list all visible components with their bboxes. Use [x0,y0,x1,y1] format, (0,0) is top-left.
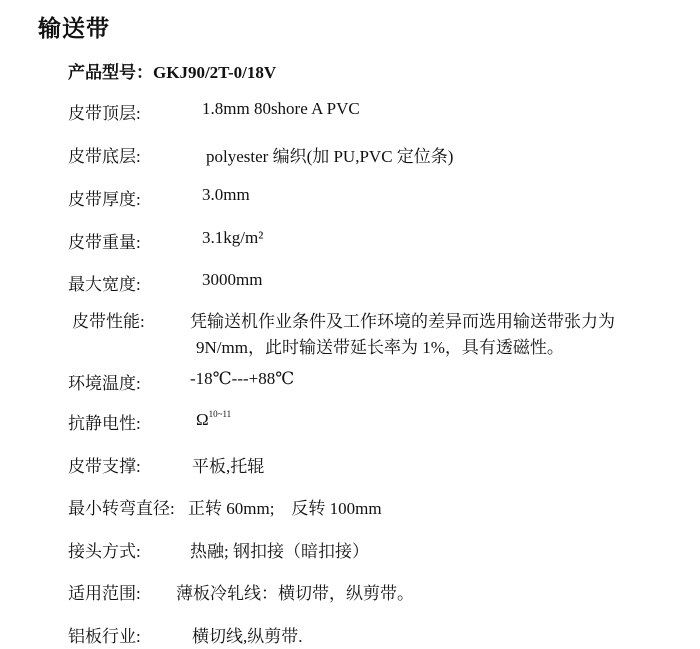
spec-label: 皮带重量: [68,233,141,252]
spec-value: 正转 60mm; 反转 100mm [188,499,382,518]
spec-value: 横切线,纵剪带. [192,627,303,646]
spec-value: 3000mm [202,270,263,289]
spec-value: 平板,托辊 [192,457,265,476]
spec-value: 凭输送机作业条件及工作环境的差异而选用输送带张力为 [190,312,615,331]
spec-label: 皮带厚度: [68,190,141,209]
page-title: 输送带 [38,16,110,42]
spec-label: 皮带底层: [68,147,141,166]
resistance-exponent: 10~11 [208,409,232,419]
spec-label: 皮带支撑: [68,457,141,476]
spec-label: 最大宽度: [68,275,141,294]
spec-label: 适用范围: [68,584,141,603]
spec-label: 皮带顶层: [68,104,141,123]
spec-label: 环境温度: [68,374,141,393]
spec-value-line2: 9N/mm，此时输送带延长率为 1%，具有透磁性。 [196,338,564,357]
ohm-symbol: Ω [196,410,209,429]
spec-value: -18℃---+88℃ [190,369,295,388]
model-label: 产品型号： [68,63,153,82]
model-value: GKJ90/2T-0/18V [153,63,277,82]
spec-label: 抗静电性: [68,414,141,433]
spec-value: 3.1kg/m² [202,228,264,247]
spec-label: 接头方式: [68,542,141,561]
spec-value: 薄板冷轧线：横切带，纵剪带。 [176,584,414,603]
spec-label: 皮带性能: [72,312,145,331]
spec-value [196,409,231,430]
spec-value: polyester 编织(加 PU,PVC 定位条) [206,147,454,166]
product-model [68,58,276,83]
spec-label: 最小转弯直径: [68,499,175,518]
spec-value: 热融; 钢扣接（暗扣接） [190,542,369,561]
spec-value: 3.0mm [202,185,250,204]
spec-label: 铝板行业: [68,627,141,646]
spec-value: 1.8mm 80shore A PVC [202,99,360,118]
